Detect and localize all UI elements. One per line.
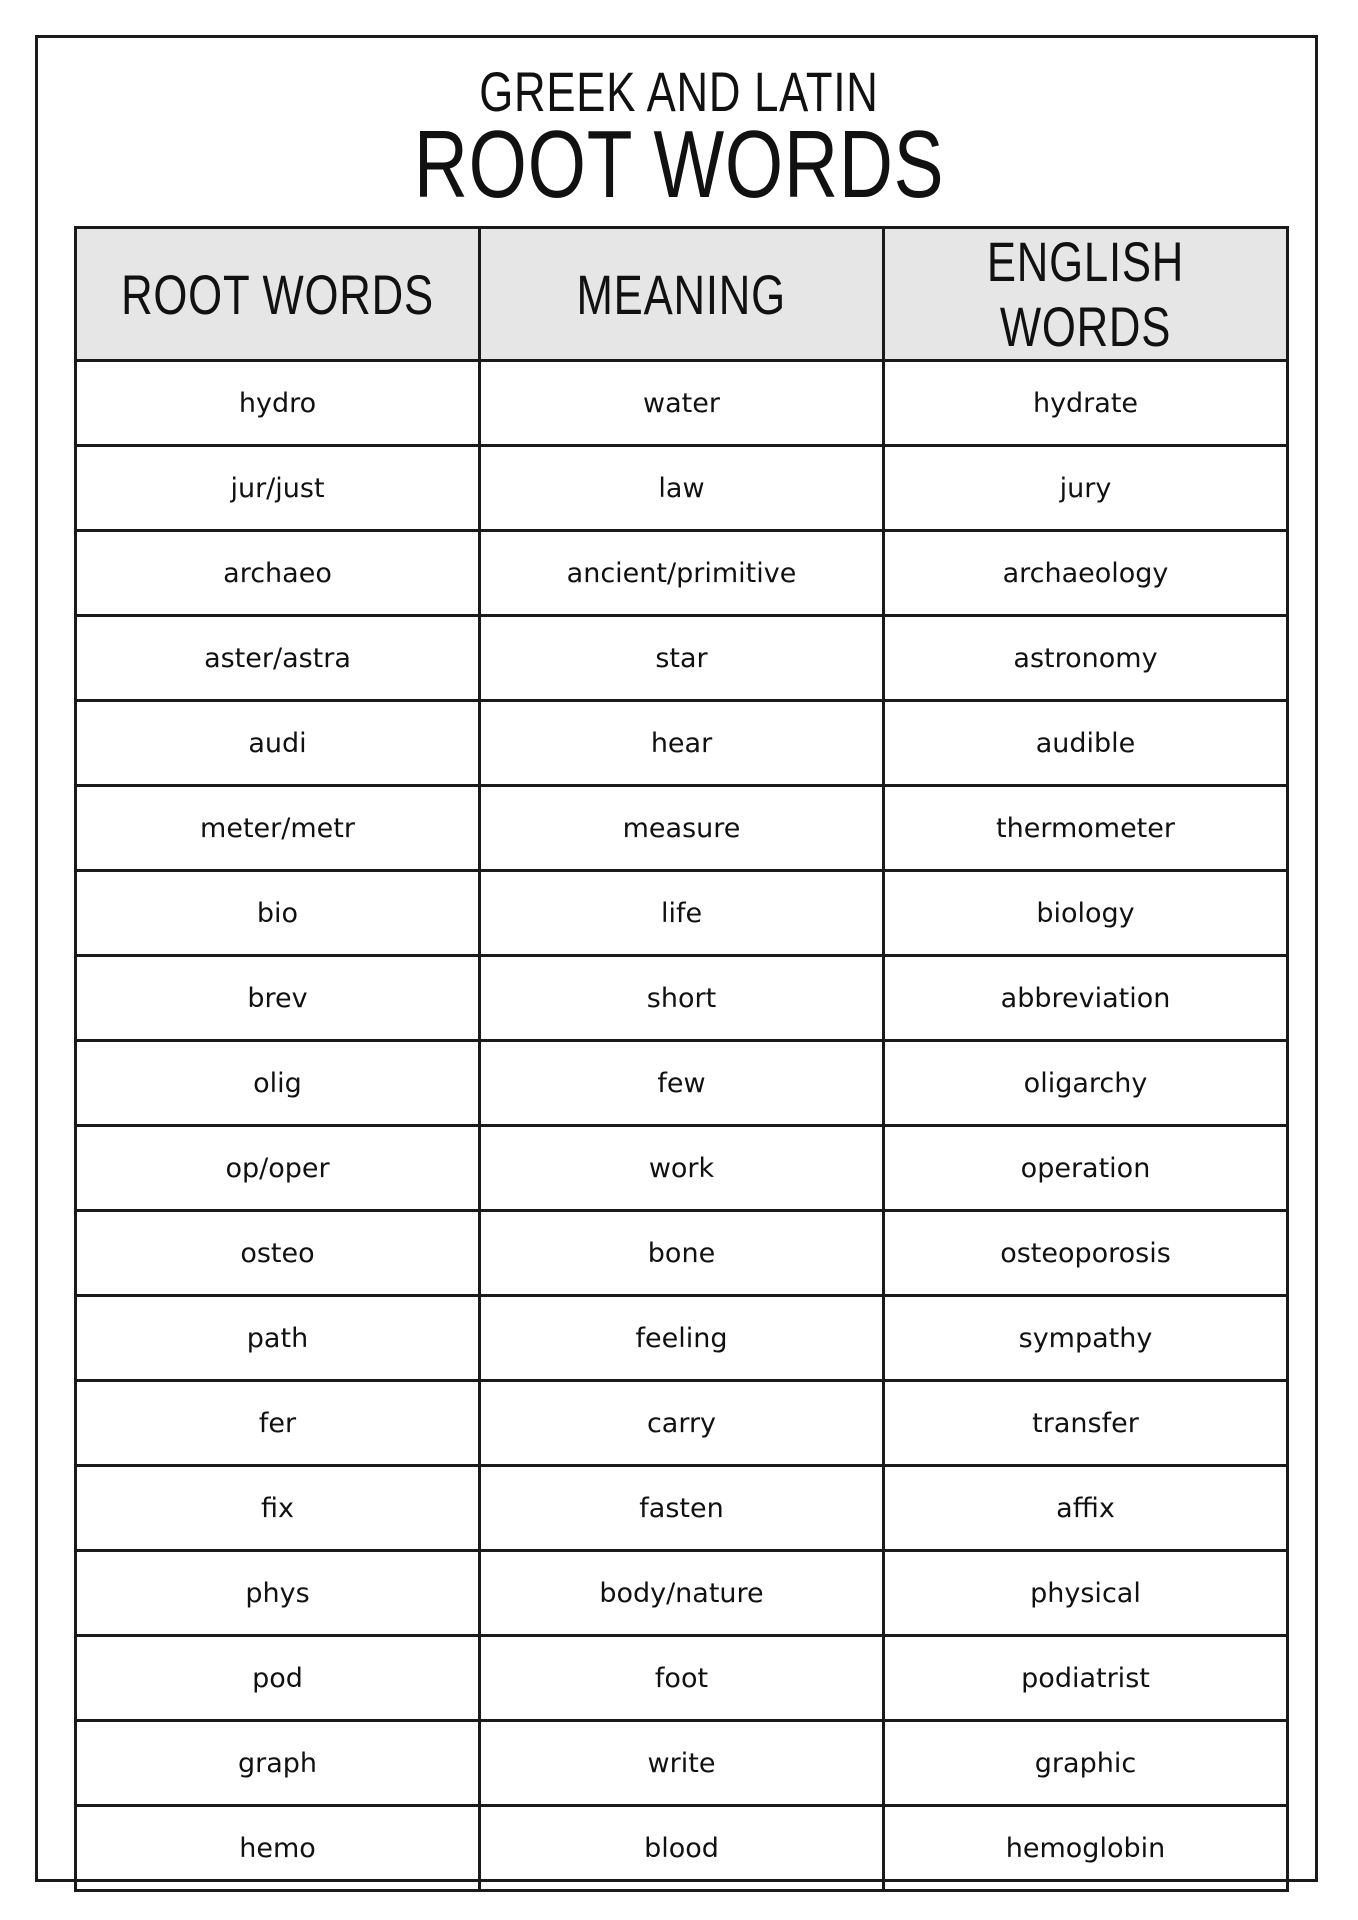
table-body bbox=[76, 361, 1288, 1891]
meaning-cell: measure bbox=[480, 786, 884, 871]
table-row bbox=[76, 531, 1288, 616]
english-word-cell: affix bbox=[884, 1466, 1288, 1551]
root-word-cell: phys bbox=[76, 1551, 480, 1636]
root-word-cell: hydro bbox=[76, 361, 480, 446]
english-word-cell: abbreviation bbox=[884, 956, 1288, 1041]
root-word-cell: meter/metr bbox=[76, 786, 480, 871]
title-block bbox=[0, 60, 1358, 218]
table-row bbox=[76, 1211, 1288, 1296]
english-word-cell: thermometer bbox=[884, 786, 1288, 871]
root-word-cell: osteo bbox=[76, 1211, 480, 1296]
english-word-cell: oligarchy bbox=[884, 1041, 1288, 1126]
table-row bbox=[76, 1126, 1288, 1211]
meaning-cell: few bbox=[480, 1041, 884, 1126]
meaning-cell: write bbox=[480, 1721, 884, 1806]
meaning-cell: law bbox=[480, 446, 884, 531]
table-row bbox=[76, 361, 1288, 446]
english-word-cell: transfer bbox=[884, 1381, 1288, 1466]
meaning-cell: foot bbox=[480, 1636, 884, 1721]
table-row bbox=[76, 616, 1288, 701]
meaning-cell: life bbox=[480, 871, 884, 956]
header-english-words bbox=[884, 228, 1288, 361]
root-word-cell: olig bbox=[76, 1041, 480, 1126]
root-word-cell: jur/just bbox=[76, 446, 480, 531]
header-english-words-label: ENGLISH WORDS bbox=[986, 230, 1185, 358]
english-word-cell: astronomy bbox=[884, 616, 1288, 701]
root-word-cell: aster/astra bbox=[76, 616, 480, 701]
table-row bbox=[76, 956, 1288, 1041]
root-word-cell: audi bbox=[76, 701, 480, 786]
root-word-cell: graph bbox=[76, 1721, 480, 1806]
table-row bbox=[76, 1381, 1288, 1466]
meaning-cell: short bbox=[480, 956, 884, 1041]
root-word-cell: fer bbox=[76, 1381, 480, 1466]
table-row bbox=[76, 1551, 1288, 1636]
table-row bbox=[76, 871, 1288, 956]
meaning-cell: fasten bbox=[480, 1466, 884, 1551]
english-word-cell: jury bbox=[884, 446, 1288, 531]
table-row bbox=[76, 701, 1288, 786]
meaning-cell: water bbox=[480, 361, 884, 446]
root-word-cell: archaeo bbox=[76, 531, 480, 616]
table-row bbox=[76, 786, 1288, 871]
english-word-cell: archaeology bbox=[884, 531, 1288, 616]
root-words-table bbox=[74, 226, 1289, 1892]
english-word-cell: sympathy bbox=[884, 1296, 1288, 1381]
english-word-cell: osteoporosis bbox=[884, 1211, 1288, 1296]
meaning-cell: feeling bbox=[480, 1296, 884, 1381]
english-word-cell: hemoglobin bbox=[884, 1806, 1288, 1891]
root-word-cell: bio bbox=[76, 871, 480, 956]
english-word-cell: podiatrist bbox=[884, 1636, 1288, 1721]
header-meaning bbox=[480, 228, 884, 361]
title-subheading: GREEK AND LATIN bbox=[479, 60, 879, 123]
english-word-cell: graphic bbox=[884, 1721, 1288, 1806]
english-word-cell: operation bbox=[884, 1126, 1288, 1211]
table-row bbox=[76, 446, 1288, 531]
meaning-cell: ancient/primitive bbox=[480, 531, 884, 616]
root-word-cell: brev bbox=[76, 956, 480, 1041]
english-word-cell: physical bbox=[884, 1551, 1288, 1636]
root-word-cell: pod bbox=[76, 1636, 480, 1721]
meaning-cell: hear bbox=[480, 701, 884, 786]
table-row bbox=[76, 1296, 1288, 1381]
root-word-cell: op/oper bbox=[76, 1126, 480, 1211]
table-row bbox=[76, 1721, 1288, 1806]
header-root-words bbox=[76, 228, 480, 361]
english-word-cell: biology bbox=[884, 871, 1288, 956]
header-root-words-label: ROOT WORDS bbox=[121, 262, 434, 326]
meaning-cell: work bbox=[480, 1126, 884, 1211]
english-word-cell: audible bbox=[884, 701, 1288, 786]
root-word-cell: path bbox=[76, 1296, 480, 1381]
table-row bbox=[76, 1041, 1288, 1126]
meaning-cell: bone bbox=[480, 1211, 884, 1296]
english-word-cell: hydrate bbox=[884, 361, 1288, 446]
table-header-row bbox=[76, 228, 1288, 361]
table-row bbox=[76, 1466, 1288, 1551]
root-words-table-container bbox=[74, 226, 1289, 1892]
page-title: ROOT WORDS bbox=[413, 111, 945, 218]
root-word-cell: fix bbox=[76, 1466, 480, 1551]
table-row bbox=[76, 1806, 1288, 1891]
meaning-cell: star bbox=[480, 616, 884, 701]
table-row bbox=[76, 1636, 1288, 1721]
header-meaning-label: MEANING bbox=[576, 262, 787, 326]
meaning-cell: body/nature bbox=[480, 1551, 884, 1636]
meaning-cell: carry bbox=[480, 1381, 884, 1466]
root-word-cell: hemo bbox=[76, 1806, 480, 1891]
meaning-cell: blood bbox=[480, 1806, 884, 1891]
